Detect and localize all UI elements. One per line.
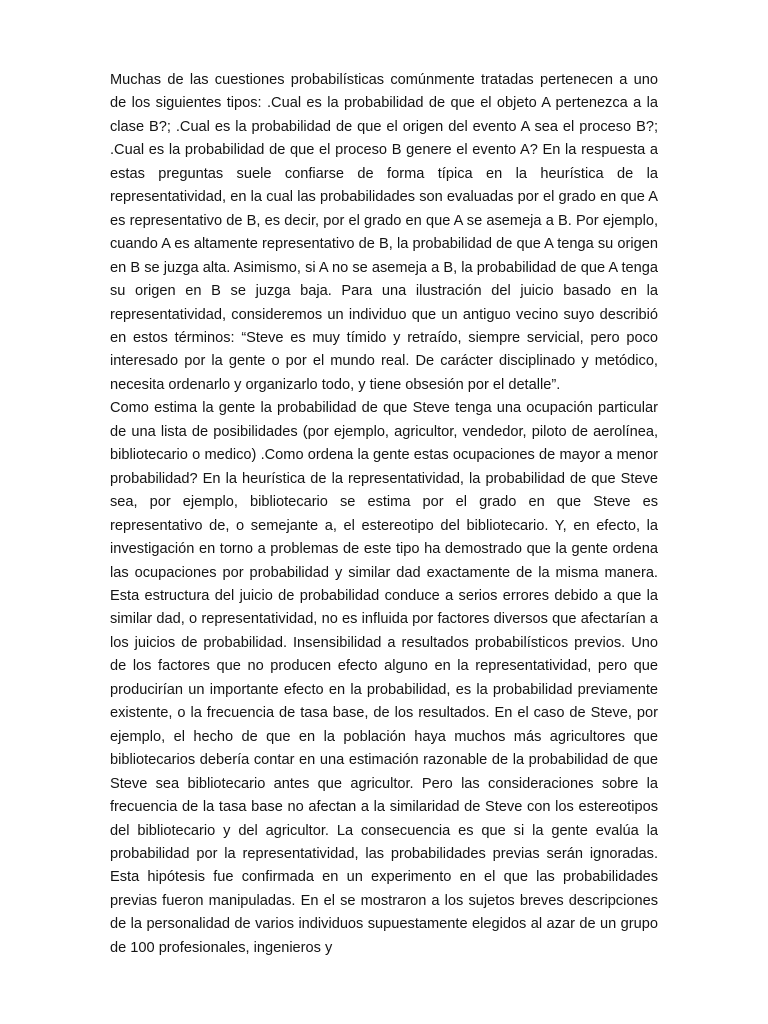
paragraph-representativeness-intro: Muchas de las cuestiones probabilísticas comúnmente tratadas pertenecen a uno de los siguientes tipos: .Cual es la probabilidad de que el objeto A pertenezca a la clase B?; .Cual es la probabilidad de que el origen del evento A sea el proceso B?; .Cual es la probabilidad de que el proceso B genere el evento A? En la respuesta a estas preguntas suele confiarse de forma típica en la heurística de la representatividad, en la cual las probabilidades son evaluadas por el grado en que A es representativo de B, es decir, por el grado en que A se asemeja a B. Por ejemplo, cuando A es altamente representativo de B, la probabilidad de que A tenga su origen en B se juzga alta. Asimismo, si A no se asemeja a B, la probabilidad de que A tenga su origen en B se juzga baja. Para una ilustración del juicio basado en la representatividad, consideremos un individuo que un antiguo vecino suyo describió en estos términos: “Steve es muy tímido y retraído, siempre servicial, pero poco interesado por la gente o por el mundo real. De carácter disciplinado y metódico, necesita ordenarlo y organizarlo todo, y tiene obsesión por el detalle”. [110,72,658,393]
paragraph-steve-occupation: Como estima la gente la probabilidad de que Steve tenga una ocupación particular de una lista de posibilidades (por ejemplo, agricultor, vendedor, piloto de aerolínea, bibliotecario o medico) .Como ordena la gente estas ocupaciones de mayor a menor probabilidad? En la heurística de la representatividad, la probabilidad de que Steve sea, por ejemplo, bibliotecario se estima por el grado en que Steve es representativo de, o semejante a, el estereotipo del bibliotecario. Y, en efecto, la investigación en torno a problemas de este tipo ha demostrado que la gente ordena las ocupaciones por probabilidad y similar dad exactamente de la misma manera. Esta estructura del juicio de probabilidad conduce a serios errores debido a que la similar dad, o representatividad, no es influida por factores diversos que afectarían a los juicios de probabilidad. Insensibilidad a resultados probabilísticos previos. Uno de los factores que no producen efecto alguno en la representatividad, pero que producirían un importante efecto en la probabilidad, es la probabilidad previamente existente, o la frecuencia de tasa base, de los resultados. En el caso de Steve, por ejemplo, el hecho de que en la población haya muchos más agricultores que bibliotecarios debería contar en una estimación razonable de la probabilidad de que Steve sea bibliotecario antes que agricultor. Pero las consideraciones sobre la frecuencia de la tasa base no afectan a la similaridad de Steve con los estereotipos del bibliotecario y del agricultor. La consecuencia es que si la gente evalúa la probabilidad por la representatividad, las probabilidades previas serán ignoradas. Esta hipótesis fue confirmada en un experimento en el que las probabilidades previas fueron manipuladas. En el se mostraron a los sujetos breves descripciones de la personalidad de varios individuos supuestamente elegidos al azar de un grupo de 100 profesionales, ingenieros y [110,400,658,956]
document-page [110,69,658,960]
